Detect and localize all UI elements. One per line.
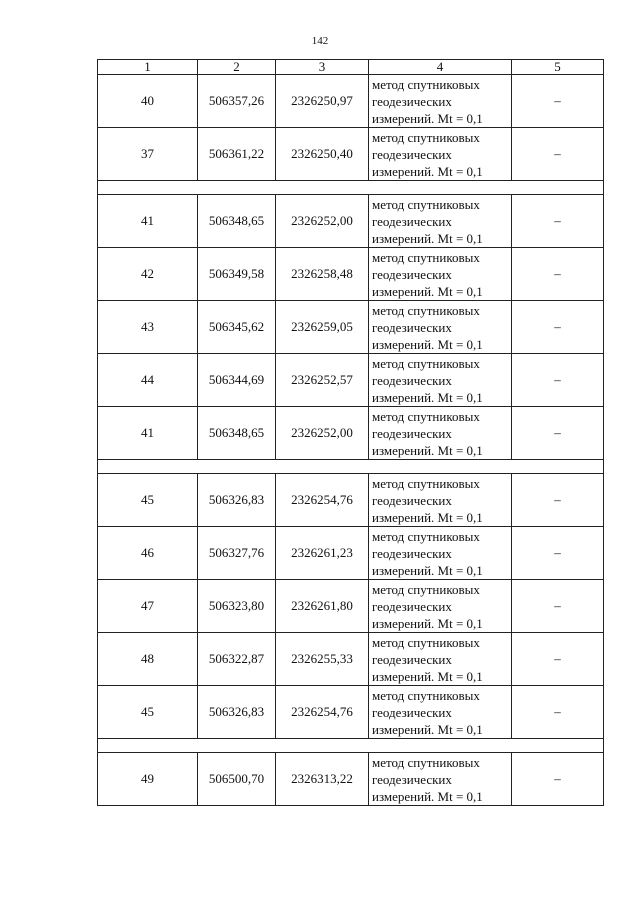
x-coordinate-cell: 506357,26 xyxy=(198,75,276,128)
method-text-line: измерений. Mt = 0,1 xyxy=(372,163,483,179)
method-text-line: геодезических xyxy=(372,213,452,229)
method-cell xyxy=(369,580,512,633)
x-coordinate-cell: 506500,70 xyxy=(198,753,276,806)
method-cell xyxy=(369,354,512,407)
y-coordinate-cell: 2326252,57 xyxy=(276,354,369,407)
point-number-cell: 44 xyxy=(98,354,198,407)
value-cell: – xyxy=(512,633,604,686)
table-row xyxy=(98,527,604,580)
point-number-cell: 49 xyxy=(98,753,198,806)
header-col-1: 1 xyxy=(98,60,198,75)
method-text-line: метод спутниковых xyxy=(372,581,480,597)
method-cell xyxy=(369,75,512,128)
point-number-cell: 40 xyxy=(98,75,198,128)
method-text-line: измерений. Mt = 0,1 xyxy=(372,442,483,458)
method-text-line: метод спутниковых xyxy=(372,528,480,544)
method-text-line: метод спутниковых xyxy=(372,687,480,703)
method-text-line: измерений. Mt = 0,1 xyxy=(372,389,483,405)
group-separator-row xyxy=(98,739,604,753)
method-text-line: измерений. Mt = 0,1 xyxy=(372,509,483,525)
page-number: 142 xyxy=(311,35,329,47)
group-separator-row xyxy=(98,181,604,195)
y-coordinate-cell: 2326250,40 xyxy=(276,128,369,181)
table-row xyxy=(98,753,604,806)
x-coordinate-cell: 506348,65 xyxy=(198,195,276,248)
method-cell xyxy=(369,474,512,527)
separator-cell xyxy=(98,181,604,195)
method-text-line: геодезических xyxy=(372,771,452,787)
method-text-line: метод спутниковых xyxy=(372,355,480,371)
method-cell xyxy=(369,128,512,181)
x-coordinate-cell: 506323,80 xyxy=(198,580,276,633)
value-cell: – xyxy=(512,686,604,739)
method-cell xyxy=(369,527,512,580)
table-row xyxy=(98,195,604,248)
method-text-line: измерений. Mt = 0,1 xyxy=(372,668,483,684)
y-coordinate-cell: 2326258,48 xyxy=(276,248,369,301)
table-row xyxy=(98,686,604,739)
separator-cell xyxy=(98,739,604,753)
method-text-line: метод спутниковых xyxy=(372,249,480,265)
method-text-line: метод спутниковых xyxy=(372,408,480,424)
point-number-cell: 45 xyxy=(98,474,198,527)
table-row xyxy=(98,633,604,686)
x-coordinate-cell: 506322,87 xyxy=(198,633,276,686)
y-coordinate-cell: 2326261,23 xyxy=(276,527,369,580)
table-body xyxy=(98,75,604,806)
x-coordinate-cell: 506326,83 xyxy=(198,686,276,739)
table-row xyxy=(98,248,604,301)
method-text-line: метод спутниковых xyxy=(372,634,480,650)
method-cell xyxy=(369,301,512,354)
header-col-4: 4 xyxy=(369,60,512,75)
table-row xyxy=(98,75,604,128)
header-col-5: 5 xyxy=(512,60,604,75)
header-row xyxy=(98,60,604,75)
table-row xyxy=(98,580,604,633)
y-coordinate-cell: 2326254,76 xyxy=(276,686,369,739)
method-text-line: геодезических xyxy=(372,93,452,109)
value-cell: – xyxy=(512,248,604,301)
table-row xyxy=(98,128,604,181)
y-coordinate-cell: 2326255,33 xyxy=(276,633,369,686)
x-coordinate-cell: 506326,83 xyxy=(198,474,276,527)
method-text-line: метод спутниковых xyxy=(372,76,480,92)
method-cell xyxy=(369,248,512,301)
value-cell: – xyxy=(512,527,604,580)
method-text-line: измерений. Mt = 0,1 xyxy=(372,110,483,126)
method-text-line: геодезических xyxy=(372,372,452,388)
value-cell: – xyxy=(512,195,604,248)
y-coordinate-cell: 2326259,05 xyxy=(276,301,369,354)
y-coordinate-cell: 2326252,00 xyxy=(276,407,369,460)
method-text-line: измерений. Mt = 0,1 xyxy=(372,336,483,352)
y-coordinate-cell: 2326313,22 xyxy=(276,753,369,806)
method-text-line: измерений. Mt = 0,1 xyxy=(372,230,483,246)
method-text-line: геодезических xyxy=(372,319,452,335)
method-text-line: геодезических xyxy=(372,704,452,720)
group-separator-row xyxy=(98,460,604,474)
value-cell: – xyxy=(512,407,604,460)
point-number-cell: 48 xyxy=(98,633,198,686)
point-number-cell: 43 xyxy=(98,301,198,354)
value-cell: – xyxy=(512,474,604,527)
method-text-line: метод спутниковых xyxy=(372,475,480,491)
header-col-2: 2 xyxy=(198,60,276,75)
point-number-cell: 42 xyxy=(98,248,198,301)
table-row xyxy=(98,301,604,354)
method-cell xyxy=(369,633,512,686)
point-number-cell: 37 xyxy=(98,128,198,181)
x-coordinate-cell: 506327,76 xyxy=(198,527,276,580)
method-text-line: измерений. Mt = 0,1 xyxy=(372,788,483,804)
x-coordinate-cell: 506345,62 xyxy=(198,301,276,354)
point-number-cell: 47 xyxy=(98,580,198,633)
point-number-cell: 41 xyxy=(98,407,198,460)
method-text-line: метод спутниковых xyxy=(372,196,480,212)
method-cell xyxy=(369,686,512,739)
value-cell: – xyxy=(512,75,604,128)
method-text-line: метод спутниковых xyxy=(372,302,480,318)
method-text-line: метод спутниковых xyxy=(372,754,480,770)
y-coordinate-cell: 2326252,00 xyxy=(276,195,369,248)
y-coordinate-cell: 2326254,76 xyxy=(276,474,369,527)
value-cell: – xyxy=(512,128,604,181)
method-text-line: геодезических xyxy=(372,545,452,561)
method-text-line: измерений. Mt = 0,1 xyxy=(372,283,483,299)
value-cell: – xyxy=(512,301,604,354)
method-cell xyxy=(369,195,512,248)
method-text-line: геодезических xyxy=(372,492,452,508)
method-text-line: геодезических xyxy=(372,651,452,667)
method-text-line: метод спутниковых xyxy=(372,129,480,145)
method-text-line: геодезических xyxy=(372,598,452,614)
method-text-line: геодезических xyxy=(372,266,452,282)
method-text-line: измерений. Mt = 0,1 xyxy=(372,615,483,631)
table-row xyxy=(98,354,604,407)
value-cell: – xyxy=(512,580,604,633)
method-text-line: измерений. Mt = 0,1 xyxy=(372,562,483,578)
value-cell: – xyxy=(512,753,604,806)
value-cell: – xyxy=(512,354,604,407)
method-cell xyxy=(369,753,512,806)
separator-cell xyxy=(98,460,604,474)
y-coordinate-cell: 2326261,80 xyxy=(276,580,369,633)
x-coordinate-cell: 506344,69 xyxy=(198,354,276,407)
method-text-line: измерений. Mt = 0,1 xyxy=(372,721,483,737)
header-col-3: 3 xyxy=(276,60,369,75)
method-text-line: геодезических xyxy=(372,425,452,441)
coordinates-table xyxy=(97,59,604,806)
y-coordinate-cell: 2326250,97 xyxy=(276,75,369,128)
method-cell xyxy=(369,407,512,460)
x-coordinate-cell: 506349,58 xyxy=(198,248,276,301)
point-number-cell: 45 xyxy=(98,686,198,739)
x-coordinate-cell: 506348,65 xyxy=(198,407,276,460)
x-coordinate-cell: 506361,22 xyxy=(198,128,276,181)
point-number-cell: 46 xyxy=(98,527,198,580)
table-row xyxy=(98,407,604,460)
method-text-line: геодезических xyxy=(372,146,452,162)
table-row xyxy=(98,474,604,527)
point-number-cell: 41 xyxy=(98,195,198,248)
